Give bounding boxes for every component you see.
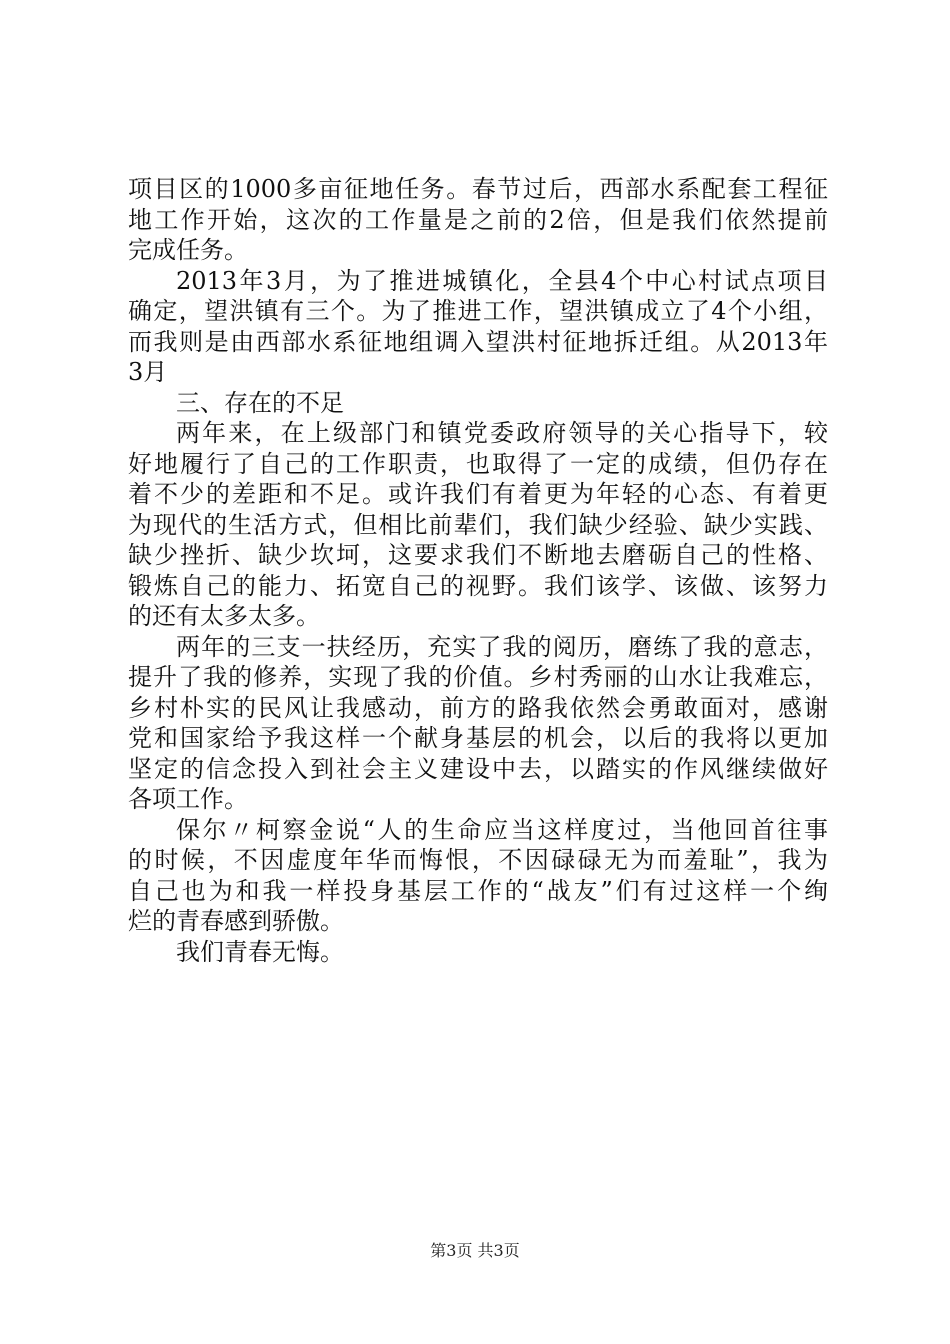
- text-line: 的时候，不因虚度年华而悔恨，不因碌碌无为而羞耻”，我为: [128, 846, 828, 874]
- text-line: 而我则是由西部水系征地组调入望洪村征地拆迁组。从2013年: [128, 327, 828, 356]
- text-line: 着不少的差距和不足。或许我们有着更为年轻的心态、有着更: [128, 480, 828, 508]
- text-line: 提升了我的修养，实现了我的价值。乡村秀丽的山水让我难忘，: [128, 663, 828, 691]
- text-line: 坚定的信念投入到社会主义建设中去，以踏实的作风继续做好: [128, 754, 828, 783]
- text-line: 烂的青春感到骄傲。: [128, 907, 344, 935]
- text-line: 两年的三支一扶经历，充实了我的阅历，磨练了我的意志，: [176, 632, 828, 661]
- section-heading: 三、存在的不足: [176, 388, 344, 417]
- text-line: 乡村朴实的民风让我感动，前方的路我依然会勇敢面对，感谢: [128, 693, 828, 722]
- document-body: [128, 174, 828, 967]
- text-line: 我们青春无悔。: [176, 937, 344, 966]
- text-line: 完成任务。: [128, 236, 248, 264]
- text-line: 缺少挫折、缺少坎坷，这要求我们不断地去磨砺自己的性格、: [128, 541, 828, 569]
- text-line: 确定，望洪镇有三个。为了推进工作，望洪镇成立了4个小组，: [128, 297, 828, 325]
- text-line: 党和国家给予我这样一个献身基层的机会，以后的我将以更加: [128, 724, 828, 752]
- page-footer: 第3页 共3页: [430, 1241, 520, 1260]
- text-line: 项目区的1000多亩征地任务。春节过后，西部水系配套工程征: [128, 175, 828, 203]
- text-line: 3月: [128, 358, 168, 386]
- text-line: 为现代的生活方式，但相比前辈们，我们缺少经验、缺少实践、: [128, 510, 828, 539]
- text-line: 自己也为和我一样投身基层工作的“战友”们有过这样一个绚: [128, 876, 828, 905]
- text-line: 保尔〃柯察金说“人的生命应当这样度过，当他回首往事: [176, 815, 828, 844]
- text-line: 2013年3月，为了推进城镇化，全县4个中心村试点项目: [176, 266, 828, 295]
- text-line: 锻炼自己的能力、拓宽自己的视野。我们该学、该做、该努力: [128, 571, 828, 600]
- text-line: 各项工作。: [128, 785, 248, 813]
- text-line: 好地履行了自己的工作职责，也取得了一定的成绩，但仍存在: [128, 449, 828, 478]
- text-line: 的还有太多太多。: [128, 602, 320, 630]
- text-line: 两年来，在上级部门和镇党委政府领导的关心指导下，较: [176, 419, 828, 447]
- text-line: 地工作开始，这次的工作量是之前的2倍，但是我们依然提前: [128, 205, 828, 234]
